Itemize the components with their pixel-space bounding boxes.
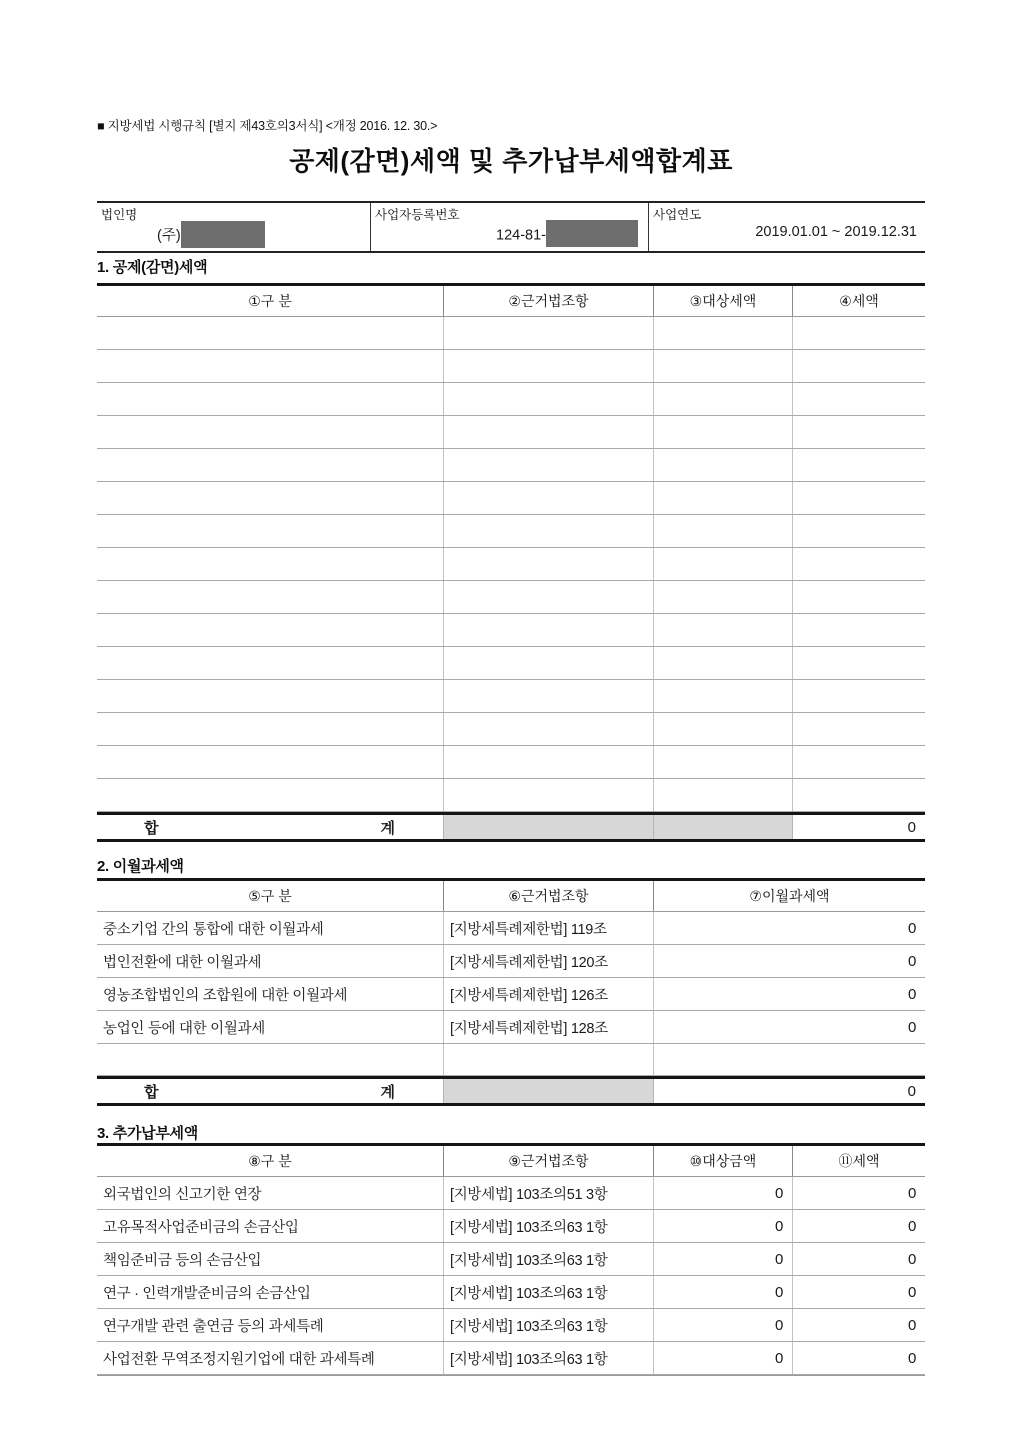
corp-name-value	[101, 224, 366, 248]
sum-shaded-cell	[653, 815, 792, 839]
row-name: 연구 · 인력개발준비금의 손금산입	[103, 1285, 311, 1302]
row-base-amount: 0	[653, 1177, 792, 1209]
sum-label-left: 합	[144, 819, 159, 837]
s1-empty-row	[97, 350, 925, 383]
s1-empty-row	[97, 482, 925, 515]
s1-empty-row	[97, 416, 925, 449]
column-header: ⑥근거법조항	[443, 881, 653, 911]
row-name: 영농조합법인의 조합원에 대한 이월과세	[103, 987, 348, 1004]
row-name: 중소기업 간의 통합에 대한 이월과세	[103, 921, 324, 938]
row-name: 법인전환에 대한 이월과세	[103, 954, 262, 971]
row-law: [지방세법] 103조의63 1항	[443, 1210, 653, 1242]
column-header: ①구 분	[248, 293, 292, 309]
s1-empty-row	[97, 647, 925, 680]
column-header: ⑧구 분	[248, 1153, 292, 1169]
row-tax-amount: 0	[792, 1342, 925, 1374]
row-base-amount: 0	[653, 1309, 792, 1341]
column-header: ④세액	[792, 286, 925, 316]
row-name: 농업인 등에 대한 이월과세	[103, 1020, 265, 1037]
section3-header-row	[97, 1146, 925, 1177]
row-base-amount: 0	[653, 1210, 792, 1242]
page-title: 공제(감면)세액 및 추가납부세액합계표	[289, 146, 733, 176]
sum-label-right: 계	[380, 1083, 395, 1101]
column-header: ⑦이월과세액	[653, 881, 925, 911]
corp-name-label: 법인명	[101, 208, 138, 222]
row-name: 사업전환 무역조정지원기업에 대한 과세특례	[103, 1351, 375, 1368]
section3-table	[97, 1143, 925, 1376]
s1-empty-row	[97, 548, 925, 581]
sum-label	[97, 1079, 443, 1103]
column-header: ⑨근거법조항	[443, 1146, 653, 1176]
sum-value: 0	[792, 815, 925, 839]
section1-header-row	[97, 286, 925, 317]
sum-label-left: 합	[144, 1083, 159, 1101]
table-row	[97, 1276, 925, 1309]
row-law: [지방세법] 103조의63 1항	[443, 1342, 653, 1374]
table-row	[97, 978, 925, 1011]
table-row	[97, 945, 925, 978]
business-reg-label: 사업자등록번호	[375, 208, 460, 222]
row-law: [지방세특례제한법] 128조	[443, 1011, 653, 1043]
row-law: [지방세법] 103조의63 1항	[443, 1276, 653, 1308]
row-tax-amount: 0	[792, 1210, 925, 1242]
sum-shaded-cell	[443, 815, 653, 839]
section2-header-row	[97, 881, 925, 912]
table-row	[97, 1210, 925, 1243]
sum-label	[97, 815, 443, 839]
s1-empty-row	[97, 383, 925, 416]
row-name: 책임준비금 등의 손금산입	[103, 1252, 262, 1269]
s1-empty-row	[97, 317, 925, 350]
s1-empty-row	[97, 779, 925, 812]
row-name: 연구개발 관련 출연금 등의 과세특례	[103, 1318, 324, 1335]
column-header: ⑪세액	[792, 1146, 925, 1176]
section3-title: 3. 추가납부세액	[97, 1125, 198, 1142]
table-row	[97, 912, 925, 945]
s1-empty-row	[97, 581, 925, 614]
row-amount: 0	[653, 945, 925, 977]
row-law: [지방세특례제한법] 126조	[443, 978, 653, 1010]
business-year-cell	[648, 203, 925, 251]
table-row	[97, 1309, 925, 1342]
sum-shaded-cell	[443, 1079, 653, 1103]
column-header: ⑩대상금액	[653, 1146, 792, 1176]
s1-empty-row	[97, 746, 925, 779]
table-row	[97, 1011, 925, 1044]
s1-empty-row	[97, 680, 925, 713]
s1-empty-row	[97, 614, 925, 647]
business-year-label: 사업연도	[653, 208, 702, 222]
sum-value: 0	[653, 1079, 925, 1103]
row-law: [지방세특례제한법] 120조	[443, 945, 653, 977]
row-base-amount: 0	[653, 1276, 792, 1308]
section1-title: 1. 공제(감면)세액	[97, 259, 208, 276]
table-row	[97, 1342, 925, 1375]
table-row-empty	[97, 1044, 925, 1076]
business-reg-cell	[370, 203, 648, 251]
column-header: ②근거법조항	[443, 286, 653, 316]
s1-empty-row	[97, 515, 925, 548]
row-amount: 0	[653, 1011, 925, 1043]
row-law: [지방세특례제한법] 119조	[443, 912, 653, 944]
section1-sum-row	[97, 812, 925, 842]
row-tax-amount: 0	[792, 1243, 925, 1275]
row-law: [지방세법] 103조의63 1항	[443, 1243, 653, 1275]
row-name: 외국법인의 신고기한 연장	[103, 1186, 262, 1203]
section1-table	[97, 283, 925, 842]
row-law: [지방세법] 103조의51 3항	[443, 1177, 653, 1209]
corp-name-cell	[97, 203, 370, 251]
row-base-amount: 0	[653, 1243, 792, 1275]
s1-empty-row	[97, 713, 925, 746]
row-amount: 0	[653, 978, 925, 1010]
row-law: [지방세법] 103조의63 1항	[443, 1309, 653, 1341]
business-reg-redaction-box	[546, 220, 638, 247]
column-header: ⑤구 분	[248, 888, 292, 904]
column-header: ③대상세액	[653, 286, 792, 316]
row-amount: 0	[653, 912, 925, 944]
section2-table	[97, 878, 925, 1106]
section2-title: 2. 이월과세액	[97, 858, 184, 875]
section2-sum-row	[97, 1076, 925, 1106]
row-tax-amount: 0	[792, 1309, 925, 1341]
business-reg-prefix: 124-81-	[496, 227, 546, 244]
s1-empty-row	[97, 449, 925, 482]
row-base-amount: 0	[653, 1342, 792, 1374]
business-reg-value	[375, 224, 644, 247]
table-row	[97, 1177, 925, 1210]
business-year-value: 2019.01.01 ~ 2019.12.31	[755, 224, 917, 240]
corp-name-prefix: (주)	[157, 228, 181, 244]
sum-label-right: 계	[380, 819, 395, 837]
row-tax-amount: 0	[792, 1276, 925, 1308]
company-info-table	[97, 201, 925, 253]
form-note: ■ 지방세법 시행규칙 [별지 제43호의3서식] <개정 2016. 12. 30.>	[97, 119, 438, 133]
table-row	[97, 1243, 925, 1276]
row-tax-amount: 0	[792, 1177, 925, 1209]
corp-name-redaction-box	[181, 221, 265, 248]
row-name: 고유목적사업준비금의 손금산입	[103, 1219, 299, 1236]
